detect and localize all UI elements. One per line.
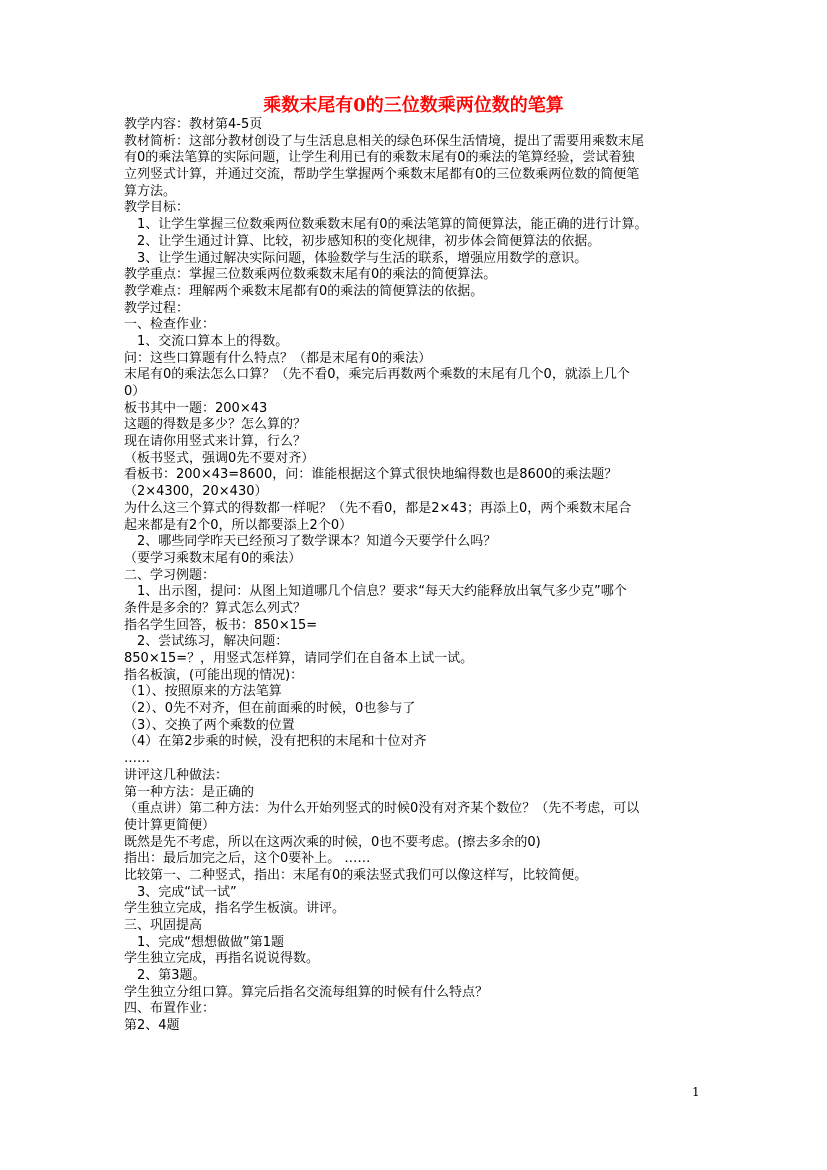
body-line: 学生独立分组口算。算完后指名交流每组算的时候有什么特点？ [124,984,489,1000]
body-line: （重点讲）第二种方法：为什么开始列竖式的时候0没有对齐某个数位？（先不考虑，可以 [124,801,640,817]
body-line: 学生独立完成，再指名说说得数。 [124,951,320,967]
body-line: 指名板演，(可能出现的情况)： [124,667,304,683]
body-line: 教学难点：理解两个乘数末尾都有0的乘法的简便算法的依据。 [124,283,484,299]
body-line: 1、交流口算本上的得数。 [137,333,289,349]
body-line: 三、巩固提高 [124,918,203,933]
body-line: 这题的得数是多少？怎么算的？ [124,417,307,433]
body-line: 比较第一、二种竖式，指出：末尾有0的乘法竖式我们可以像这样写，比较简便。 [124,867,588,883]
body-line: 四、布置作业： [124,1001,216,1017]
body-line: 末尾有0的乘法怎么口算？（先不看0，乘完后再数两个乘数的末尾有几个0，就添上几个 [124,367,630,383]
body-line: 学生独立完成，指名学生板演。讲评。 [124,901,346,917]
body-line: 二、学习例题： [124,567,216,583]
body-line: 2、让学生通过计算、比较，初步感知积的变化规律，初步体会简便算法的依据。 [137,233,601,249]
body-line: 算方法。 [124,183,177,199]
body-line: 起来都是有2个0，所以都要添上2个0） [124,517,353,533]
body-line: 教学过程： [124,300,190,316]
body-line: 有0的乘法笔算的实际问题，让学生利用已有的乘数末尾有0的乘法的笔算经验，尝试着独 [124,150,635,166]
body-line: （要学习乘数末尾有0的乘法） [124,550,302,566]
body-line: 850×15=？，用竖式怎样算，请同学们在自备本上试一试。 [124,651,474,666]
body-line: 2、尝试练习，解决问题： [137,634,289,650]
body-line: 3、完成“试一试” [137,884,237,900]
body-line: 立列竖式计算，并通过交流，帮助学生掌握两个乘数末尾都有0的三位数乘两位数的简便笔 [124,167,640,183]
body-line: 讲评这几种做法： [124,767,229,783]
body-line: （1）、按照原来的方法笔算 [124,684,282,700]
body-line: （3）、交换了两个乘数的位置 [124,717,295,733]
body-line: 教学内容：教材第4-5页 [124,117,263,132]
body-line: 问：这些口算题有什么特点？（都是末尾有0的乘法） [124,350,432,366]
page-number: 1 [692,1085,700,1099]
body-line: 2、第3题。 [137,968,206,984]
body-line: 2、哪些同学昨天已经预习了数学课本？知道今天要学什么吗？ [137,534,497,550]
document-title: 乘数末尾有0的三位数乘两位数的笔算 [263,95,564,116]
body-line: 教学重点：掌握三位数乘两位数乘数末尾有0的乘法的简便算法。 [124,267,497,283]
body-line: 第一种方法：是正确的 [124,784,255,800]
body-line: 为什么这三个算式的得数都一样呢？（先不看0，都是2×43；再添上0，两个乘数末尾合 [124,500,632,516]
body-line: 板书其中一题：200×43 [124,400,268,416]
body-line: 教材简析：这部分教材创设了与生活息息相关的绿色环保生活情境，提出了需要用乘数末尾 [124,133,645,149]
body-line: 教学目标： [124,200,190,216]
body-line: （4）在第2步乘的时候，没有把积的末尾和十位对齐 [124,734,427,750]
body-line: 指名学生回答，板书：850×15= [124,617,318,633]
body-line: 一、检查作业： [124,317,216,333]
body-line: 既然是先不考虑，所以在这两次乘的时候，0也不要考虑。(擦去多余的0) [124,834,541,850]
body-line: （2×4300，20×430） [124,484,268,500]
body-line: 指出：最后加完之后，这个0要补上。 …… [124,851,371,867]
body-line: 1、出示图，提问：从图上知道哪几个信息？要求“每天大约能释放出氧气多少克”哪个 [137,584,627,600]
document-body [124,117,709,1035]
body-line: （板书竖式，强调0先不要对齐） [124,450,315,466]
body-line: 0） [124,384,146,399]
body-line: 1、让学生掌握三位数乘两位数乘数末尾有0的乘法笔算的简便算法，能正确的进行计算。 [137,217,648,233]
body-line: 第2、4题 [124,1018,180,1034]
body-line: 1、完成“想想做做”第1题 [137,934,285,950]
body-line: （2）、0先不对齐，但在前面乘的时候，0也参与了 [124,701,416,717]
body-line: 看板书：200×43=8600，问：谁能根据这个算式很快地编得数也是8600的乘法题？ [124,467,618,483]
body-line: 现在请你用竖式来计算，行么？ [124,434,307,450]
body-line: 使计算更简便） [124,817,216,833]
body-line: 3、让学生通过解决实际问题，体验数学与生活的联系，增强应用数学的意识。 [137,250,588,266]
body-line: 条件是多余的？算式怎么列式？ [124,600,307,616]
body-line: …… [124,751,150,767]
